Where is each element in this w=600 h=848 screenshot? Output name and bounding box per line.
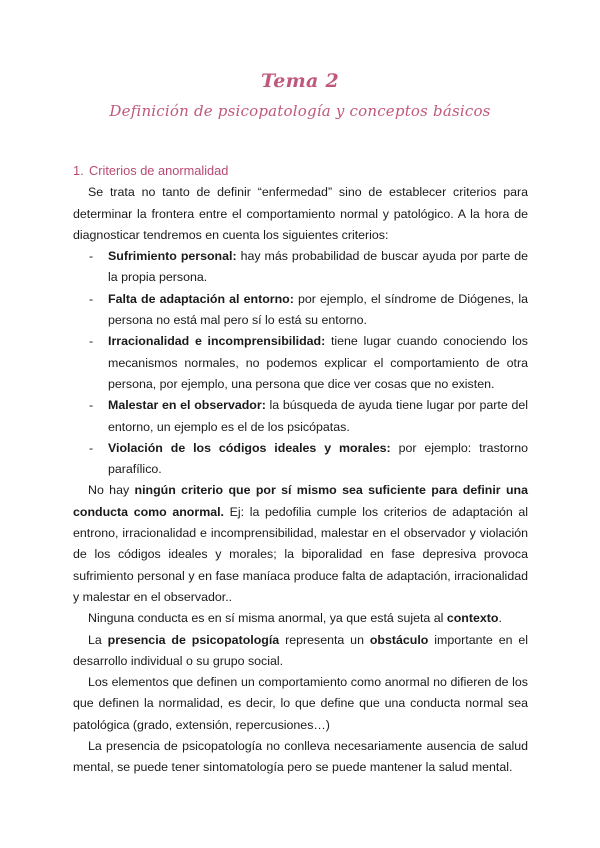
p2-end: . (498, 611, 502, 626)
p3-lead: La (88, 632, 108, 647)
criterion-term: Irracionalidad e incomprensibilidad: (108, 334, 326, 349)
p3-end: importante en el desarrollo individual o su grupo social. (73, 632, 528, 668)
p3-mid: representa un (279, 632, 370, 647)
criterion-term: Sufrimiento personal: (108, 249, 237, 264)
list-item (73, 246, 528, 289)
list-item (73, 438, 528, 481)
criterion-text: tiene lugar cuando conociendo los mecanismos normales, no podemos explicar el comportamiento de otra persona, por ejemplo, una persona que dice ver cosas que no existen. (108, 334, 528, 391)
criteria-list (73, 246, 528, 480)
intro-paragraph: Se trata no tanto de definir “enfermedad” sino de establecer criterios para determinar la frontera entre el comportamiento normal y patológico. A la hora de diagnosticar tendremos en cuenta los siguientes criterios: (73, 185, 528, 242)
dash-bullet: - (89, 249, 94, 264)
section-heading (73, 160, 528, 182)
criterion-text: hay más probabilidad de buscar ayuda por parte de la propia persona. (108, 249, 528, 285)
page-title: Tema 2 (260, 70, 340, 92)
p2-lead: Ninguna conducta es en sí misma anormal, ya que está sujeta al (88, 611, 447, 626)
p3-emphasis-1: presencia de psicopatología (107, 632, 280, 647)
mental-health-paragraph: La presencia de psicopatología no conlleva necesariamente ausencia de salud mental, se puede tener sintomatología pero se puede mantener la salud mental. (73, 739, 528, 775)
p1-example: Ej: la pedofilia cumple los criterios de adaptación al entrono, irracionalidad e incomprensibilidad, malestar en el observador y violación de los códigos ideales y morales; la biporalidad en fase depresiva provoca sufrimiento personal y en fase maníaca produce falta de adaptación, irracionalidad y malestar en el observador.. (73, 504, 528, 604)
criterion-text: la búsqueda de ayuda tiene lugar por parte del entorno, un ejemplo es el de los psicópatas. (108, 398, 528, 434)
criterion-term: Malestar en el observador: (108, 398, 266, 413)
dash-bullet: - (89, 398, 94, 413)
list-item (73, 331, 528, 395)
criterion-term: Falta de adaptación al entorno: (108, 291, 294, 306)
dash-bullet: - (89, 440, 94, 455)
document-body (73, 160, 528, 779)
p3-emphasis-2: obstáculo (369, 632, 429, 647)
p2-emphasis: contexto (446, 611, 499, 626)
criterion-term: Violación de los códigos ideales y morales: (108, 440, 391, 455)
list-item (73, 289, 528, 332)
normality-paragraph: Los elementos que definen un comportamiento como anormal no difieren de los que definen la normalidad, es decir, lo que define que una conducta normal sea patológica (grado, extensión, repercusiones…) (73, 675, 528, 732)
context-paragraph (73, 608, 528, 629)
p1-emphasis: ningún criterio que por sí mismo sea suficiente para definir una conducta como anormal. (73, 483, 528, 519)
page-subtitle: Definición de psicopatología y conceptos básicos (109, 102, 491, 120)
section-title: Criterios de anormalidad (89, 163, 229, 178)
dash-bullet: - (89, 334, 94, 349)
p1-lead: No hay (88, 483, 135, 498)
obstacle-paragraph (73, 630, 528, 673)
list-item (73, 395, 528, 438)
section-number: 1. (73, 163, 84, 178)
dash-bullet: - (89, 291, 94, 306)
criterion-text: por ejemplo: trastorno parafílico. (108, 440, 529, 477)
no-single-criterion-paragraph (73, 480, 528, 608)
criterion-text: por ejemplo, el síndrome de Diógenes, la persona no está mal pero sí lo está su entorno. (108, 291, 528, 328)
